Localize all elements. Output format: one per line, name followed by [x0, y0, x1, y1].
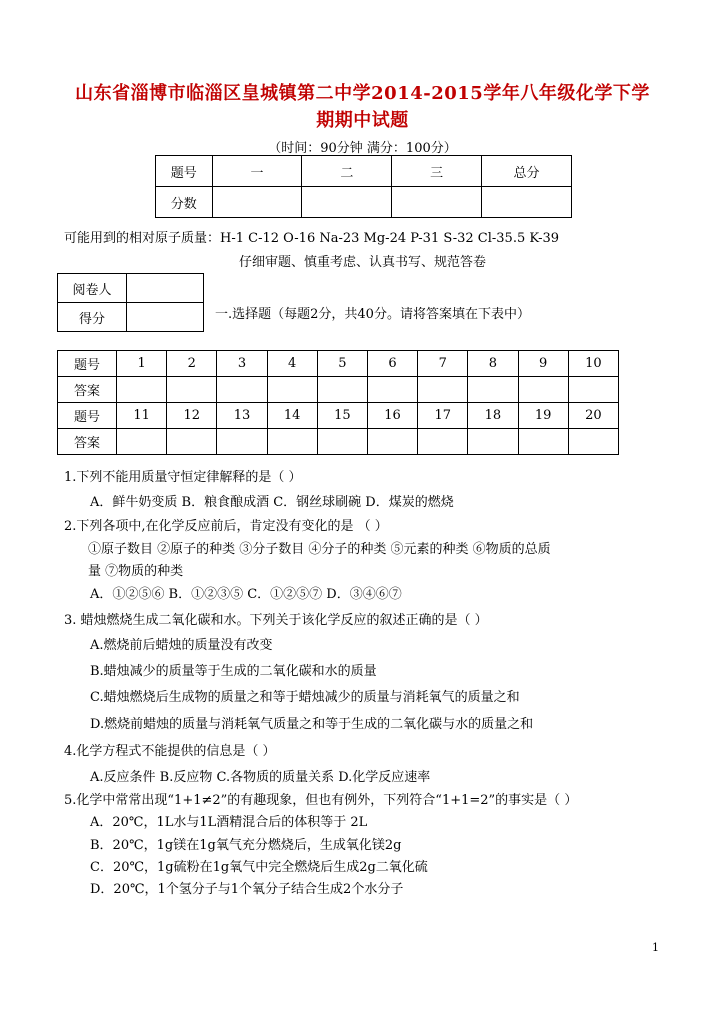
question-4-stem: 4.化学方程式不能提供的信息是（ ） — [64, 744, 276, 759]
answer-cell[interactable] — [117, 429, 167, 455]
answer-table-answer-row-1 — [58, 377, 619, 403]
question-5-option-b: B．20℃，1g镁在1g氧气充分燃烧后，生成氧化镁2g — [90, 838, 402, 853]
answer-cell[interactable] — [568, 429, 618, 455]
answer-table — [57, 350, 619, 455]
answer-table-answer-label: 答案 — [58, 429, 117, 455]
grader-label: 阅卷人 — [58, 274, 127, 303]
score-cell-part-1[interactable] — [212, 187, 302, 218]
grader-cell[interactable] — [127, 274, 204, 303]
answer-cell[interactable] — [468, 429, 518, 455]
answer-table-question-number: 8 — [468, 351, 518, 377]
score-header-total: 总分 — [482, 156, 572, 187]
score-table-header-row — [156, 156, 572, 187]
answer-cell[interactable] — [217, 429, 267, 455]
answer-table-question-number: 10 — [568, 351, 618, 377]
answer-cell[interactable] — [167, 377, 217, 403]
grader-score-row — [58, 303, 204, 332]
answer-table-number-label: 题号 — [58, 403, 117, 429]
question-3-option-a: A.燃烧前后蜡烛的质量没有改变 — [90, 638, 273, 653]
answer-table-question-number: 4 — [267, 351, 317, 377]
question-3-option-c: C.蜡烛燃烧后生成物的质量之和等于蜡烛减少的质量与消耗氧气的质量之和 — [90, 690, 520, 705]
question-2-options: A．①②⑤⑥ B．①②③⑤ C．①②⑤⑦ D．③④⑥⑦ — [90, 587, 402, 602]
answer-table-question-number: 15 — [317, 403, 367, 429]
motto: 仔细审题、慎重考虑、认真书写、规范答卷 — [238, 255, 486, 270]
score-row-label: 分数 — [156, 187, 213, 218]
score-cell-total[interactable] — [482, 187, 572, 218]
question-2-items-line-2: 量 ⑦物质的种类 — [88, 564, 184, 579]
answer-table-question-number: 3 — [217, 351, 267, 377]
question-3-option-b: B.蜡烛减少的质量等于生成的二氧化碳和水的质量 — [90, 664, 377, 679]
question-1-options: A．鲜牛奶变质 B．粮食酿成酒 C．钢丝球刷碗 D．煤炭的燃烧 — [90, 495, 454, 510]
question-3-option-d: D.燃烧前蜡烛的质量与消耗氧气质量之和等于生成的二氧化碳与水的质量之和 — [90, 717, 534, 732]
grader-table — [57, 273, 204, 332]
section-1-heading: 一.选择题（每题2分，共40分。请将答案填在下表中） — [215, 307, 530, 322]
answer-table-question-number: 2 — [167, 351, 217, 377]
answer-table-question-number: 14 — [267, 403, 317, 429]
question-1-stem: 1.下列不能用质量守恒定律解释的是（ ） — [64, 470, 302, 485]
answer-table-number-row-1 — [58, 351, 619, 377]
answer-cell[interactable] — [418, 377, 468, 403]
score-header-number: 题号 — [156, 156, 213, 187]
score-header-part-1: 一 — [212, 156, 302, 187]
answer-cell[interactable] — [267, 429, 317, 455]
answer-cell[interactable] — [367, 377, 417, 403]
score-header-part-2: 二 — [302, 156, 392, 187]
answer-cell[interactable] — [317, 377, 367, 403]
answer-table-question-number: 6 — [367, 351, 417, 377]
answer-table-answer-label: 答案 — [58, 377, 117, 403]
answer-table-question-number: 17 — [418, 403, 468, 429]
answer-cell[interactable] — [167, 429, 217, 455]
question-5-stem: 5.化学中常常出现“1+1≠2”的有趣现象，但也有例外，下列符合“1+1=2”的事实是（ ） — [64, 793, 578, 808]
score-header-part-3: 三 — [392, 156, 482, 187]
answer-table-answer-row-2 — [58, 429, 619, 455]
answer-cell[interactable] — [518, 429, 568, 455]
answer-table-number-label: 题号 — [58, 351, 117, 377]
answer-table-number-row-2 — [58, 403, 619, 429]
question-5-option-c: C．20℃，1g硫粉在1g氧气中完全燃烧后生成2g二氧化硫 — [90, 860, 428, 875]
answer-table-question-number: 9 — [518, 351, 568, 377]
grader-score-label: 得分 — [58, 303, 127, 332]
question-2-stem: 2.下列各项中,在化学反应前后，肯定没有变化的是 （ ） — [64, 519, 388, 534]
answer-table-question-number: 20 — [568, 403, 618, 429]
answer-table-question-number: 11 — [117, 403, 167, 429]
title-line-1: 山东省淄博市临淄区皇城镇第二中学2014-2015学年八年级化学下学 — [75, 83, 650, 104]
answer-table-question-number: 7 — [418, 351, 468, 377]
time-info: （时间：90分钟 满分：100分） — [268, 141, 457, 156]
answer-table-question-number: 12 — [167, 403, 217, 429]
answer-cell[interactable] — [468, 377, 518, 403]
grader-row — [58, 274, 204, 303]
question-5-option-a: A．20℃，1L水与1L酒精混合后的体积等于 2L — [90, 815, 368, 830]
score-cell-part-2[interactable] — [302, 187, 392, 218]
answer-cell[interactable] — [217, 377, 267, 403]
page-number: 1 — [652, 941, 659, 954]
question-3-stem: 3. 蜡烛燃烧生成二氧化碳和水。下列关于该化学反应的叙述正确的是（ ） — [64, 613, 488, 628]
score-cell-part-3[interactable] — [392, 187, 482, 218]
question-5-option-d: D．20℃，1个氢分子与1个氧分子结合生成2个水分子 — [90, 882, 404, 897]
answer-cell[interactable] — [568, 377, 618, 403]
answer-cell[interactable] — [317, 429, 367, 455]
answer-table-question-number: 13 — [217, 403, 267, 429]
question-2-items-line-1: ①原子数目 ②原子的种类 ③分子数目 ④分子的种类 ⑤元素的种类 ⑥物质的总质 — [88, 542, 551, 557]
answer-table-question-number: 1 — [117, 351, 167, 377]
question-4-options: A.反应条件 B.反应物 C.各物质的质量关系 D.化学反应速率 — [90, 770, 431, 785]
answer-table-question-number: 5 — [317, 351, 367, 377]
atomic-masses: 可能用到的相对原子质量：H-1 C-12 O-16 Na-23 Mg-24 P-31 S-32 Cl-35.5 K-39 — [64, 231, 560, 246]
answer-cell[interactable] — [518, 377, 568, 403]
answer-table-question-number: 19 — [518, 403, 568, 429]
grader-score-cell[interactable] — [127, 303, 204, 332]
answer-table-question-number: 16 — [367, 403, 417, 429]
answer-cell[interactable] — [418, 429, 468, 455]
answer-cell[interactable] — [367, 429, 417, 455]
answer-table-question-number: 18 — [468, 403, 518, 429]
answer-cell[interactable] — [117, 377, 167, 403]
answer-cell[interactable] — [267, 377, 317, 403]
score-table — [155, 155, 572, 218]
title-line-2: 期期中试题 — [316, 110, 409, 131]
score-table-score-row — [156, 187, 572, 218]
